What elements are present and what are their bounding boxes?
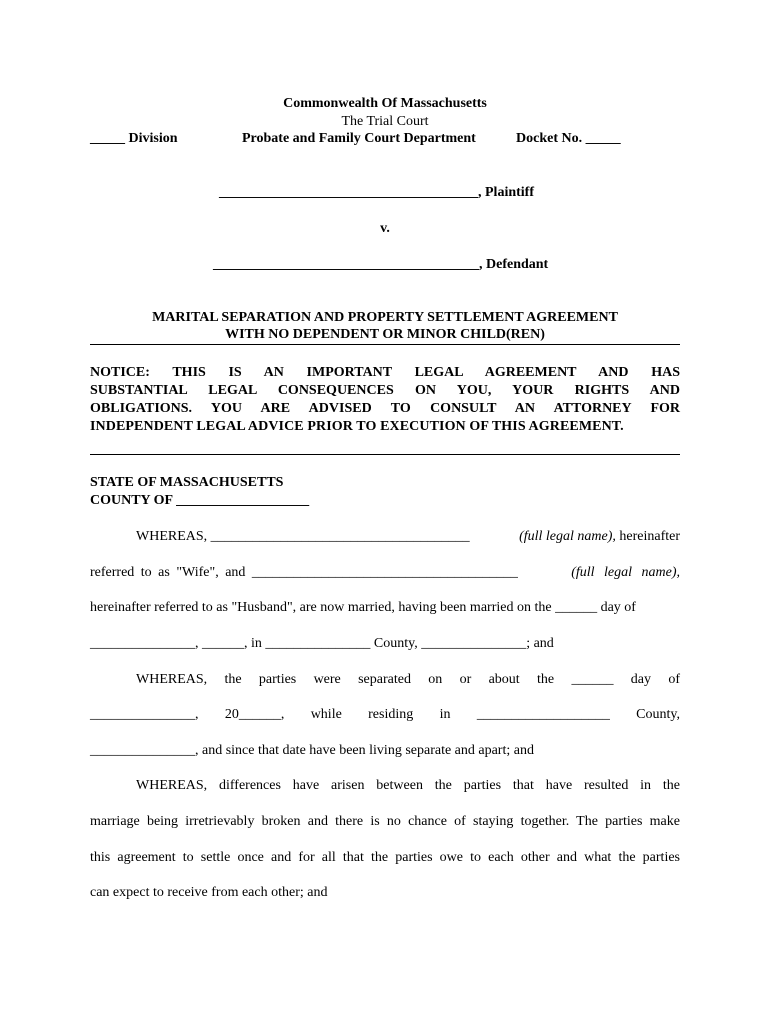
body-line: WHEREAS, differences have arisen between the parties that have resulted in the	[136, 778, 680, 793]
body-line: _______________, ______, in _______________ County, _______________; and	[90, 636, 554, 651]
plaintiff-field: _____________________________________, Plaintiff	[219, 185, 534, 200]
legal-notice	[90, 364, 680, 436]
body-line	[90, 564, 680, 581]
whereas-wife-name: WHEREAS, _____________________________________	[136, 529, 470, 544]
notice-line: SUBSTANTIAL LEGAL CONSEQUENCES ON YOU, YOUR RIGHTS AND	[90, 383, 680, 398]
notice-line: NOTICE: THIS IS AN IMPORTANT LEGAL AGREEMENT AND HAS	[90, 365, 680, 380]
court-heading: The Trial Court	[341, 114, 429, 129]
body-line: this agreement to settle once and for all that the parties owe to each other and what the parties	[90, 850, 680, 865]
hereinafter-text: hereinafter	[619, 529, 680, 544]
division-field: _____ Division	[90, 131, 178, 146]
department-heading: Probate and Family Court Department	[242, 131, 476, 146]
wife-reference: referred to as "Wife", and ______________________________________	[90, 565, 518, 580]
body-line: _______________, and since that date have been living separate and apart; and	[90, 743, 534, 758]
notice-line: OBLIGATIONS. YOU ARE ADVISED TO CONSULT AN ATTORNEY FOR	[90, 401, 680, 416]
full-legal-name-hint: (full legal name),	[571, 565, 680, 580]
versus-label: v.	[380, 221, 390, 236]
venue-state: STATE OF MASSACHUSETTS	[90, 475, 284, 490]
full-legal-name-hint: (full legal name),	[519, 529, 616, 544]
body-line: marriage being irretrievably broken and there is no chance of staying together. The parties make	[90, 814, 680, 829]
body-line: WHEREAS, the parties were separated on or about the ______ day of	[136, 672, 680, 687]
venue-county: COUNTY OF ___________________	[90, 493, 310, 508]
state-heading: Commonwealth Of Massachusetts	[283, 96, 487, 111]
title-divider	[90, 344, 680, 345]
body-line	[136, 528, 680, 545]
defendant-field: ______________________________________, Defendant	[213, 257, 549, 272]
body-line: can expect to receive from each other; and	[90, 885, 328, 900]
notice-line: INDEPENDENT LEGAL ADVICE PRIOR TO EXECUTION OF THIS AGREEMENT.	[90, 419, 624, 434]
docket-field: Docket No. _____	[516, 131, 621, 146]
agreement-title-line1: MARITAL SEPARATION AND PROPERTY SETTLEMENT AGREEMENT	[152, 310, 618, 325]
body-line: hereinafter referred to as "Husband", are now married, having been married on the ______ day of	[90, 600, 636, 615]
body-line: _______________, 20______, while residing in ___________________ County,	[90, 707, 680, 722]
agreement-title-line2: WITH NO DEPENDENT OR MINOR CHILD(REN)	[225, 327, 545, 342]
notice-divider	[90, 454, 680, 455]
